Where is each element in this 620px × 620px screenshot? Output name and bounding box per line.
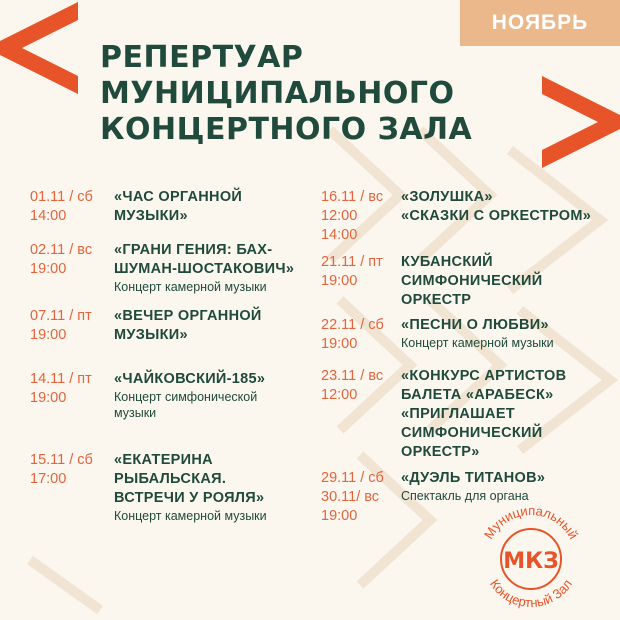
event-date: 21.11 / пт 19:00 — [321, 254, 383, 289]
event-title: «ПЕСНИ О ЛЮБВИ» — [401, 317, 549, 333]
title-line: КОНЦЕРТНОГО ЗАЛА — [100, 112, 473, 147]
event-date: 02.11 / вс 19:00 — [30, 242, 93, 277]
event-item — [321, 367, 566, 462]
event-title: КУБАНСКИЙ СИМФОНИЧЕСКИЙ ОРКЕСТР — [401, 254, 543, 308]
event-date: 15.11 / сб 17:00 — [30, 452, 93, 487]
event-subtitle: Концерт камерной музыки — [401, 336, 554, 350]
event-title: «ДУЭЛЬ ТИТАНОВ» — [401, 470, 546, 486]
title-line: РЕПЕРТУАР — [100, 40, 304, 75]
event-title: «ЕКАТЕРИНА РЫБАЛЬСКАЯ. ВСТРЕЧИ У РОЯЛЯ» — [114, 452, 265, 506]
event-date: 01.11 / сб 14:00 — [30, 189, 93, 224]
stamp-bottom-text: Концертный Зал — [487, 576, 575, 611]
event-subtitle: Концерт камерной музыки — [114, 280, 267, 294]
event-date: 07.11 / пт 19:00 — [30, 308, 92, 343]
title-line: МУНИЦИПАЛЬНОГО — [100, 76, 455, 111]
event-item — [321, 253, 542, 310]
event-date: 14.11 / пт 19:00 — [30, 371, 92, 406]
event-item — [321, 188, 591, 245]
event-date: 23.11 / вс 12:00 — [321, 368, 384, 403]
stamp-monogram: МКЗ — [503, 549, 559, 574]
event-title: «ЗОЛУШКА» «СКАЗКИ С ОРКЕСТРОМ» — [401, 189, 592, 224]
event-title: «ЧАС ОРГАННОЙ МУЗЫКИ» — [114, 189, 243, 224]
month-badge: НОЯБРЬ — [460, 0, 620, 46]
event-date: 22.11 / сб 19:00 — [321, 317, 384, 352]
event-item — [30, 370, 265, 421]
event-title: «ГРАНИ ГЕНИЯ: БАХ- ШУМАН-ШОСТАКОВИЧ» — [114, 242, 295, 277]
event-item — [321, 316, 554, 354]
event-subtitle: Концерт камерной музыки — [114, 509, 267, 523]
event-subtitle: Концерт симфонической музыки — [114, 390, 258, 420]
event-item — [30, 307, 262, 345]
page-title — [100, 40, 472, 148]
event-title: «ЧАЙКОВСКИЙ-185» — [114, 371, 266, 387]
right-chevron-icon — [540, 76, 620, 168]
event-date: 16.11 / вс 12:00 14:00 — [321, 189, 384, 243]
left-chevron-icon — [0, 2, 80, 94]
hall-logo-stamp — [470, 498, 592, 620]
event-item — [30, 241, 294, 295]
event-item — [30, 188, 242, 226]
event-title: «ВЕЧЕР ОРГАННОЙ МУЗЫКИ» — [114, 308, 262, 343]
event-item — [30, 451, 267, 524]
event-title: «КОНКУРС АРТИСТОВ БАЛЕТА «АРАБЕСК» «ПРИГЛАШАЕТ СИМФОНИЧЕСКИЙ ОРКЕСТР» — [401, 368, 567, 460]
event-subtitle: Спектакль для органа — [401, 489, 529, 503]
event-date: 29.11 / сб 30.11/ вс 19:00 — [321, 470, 384, 524]
stamp-top-text: Муниципальный — [480, 502, 582, 542]
